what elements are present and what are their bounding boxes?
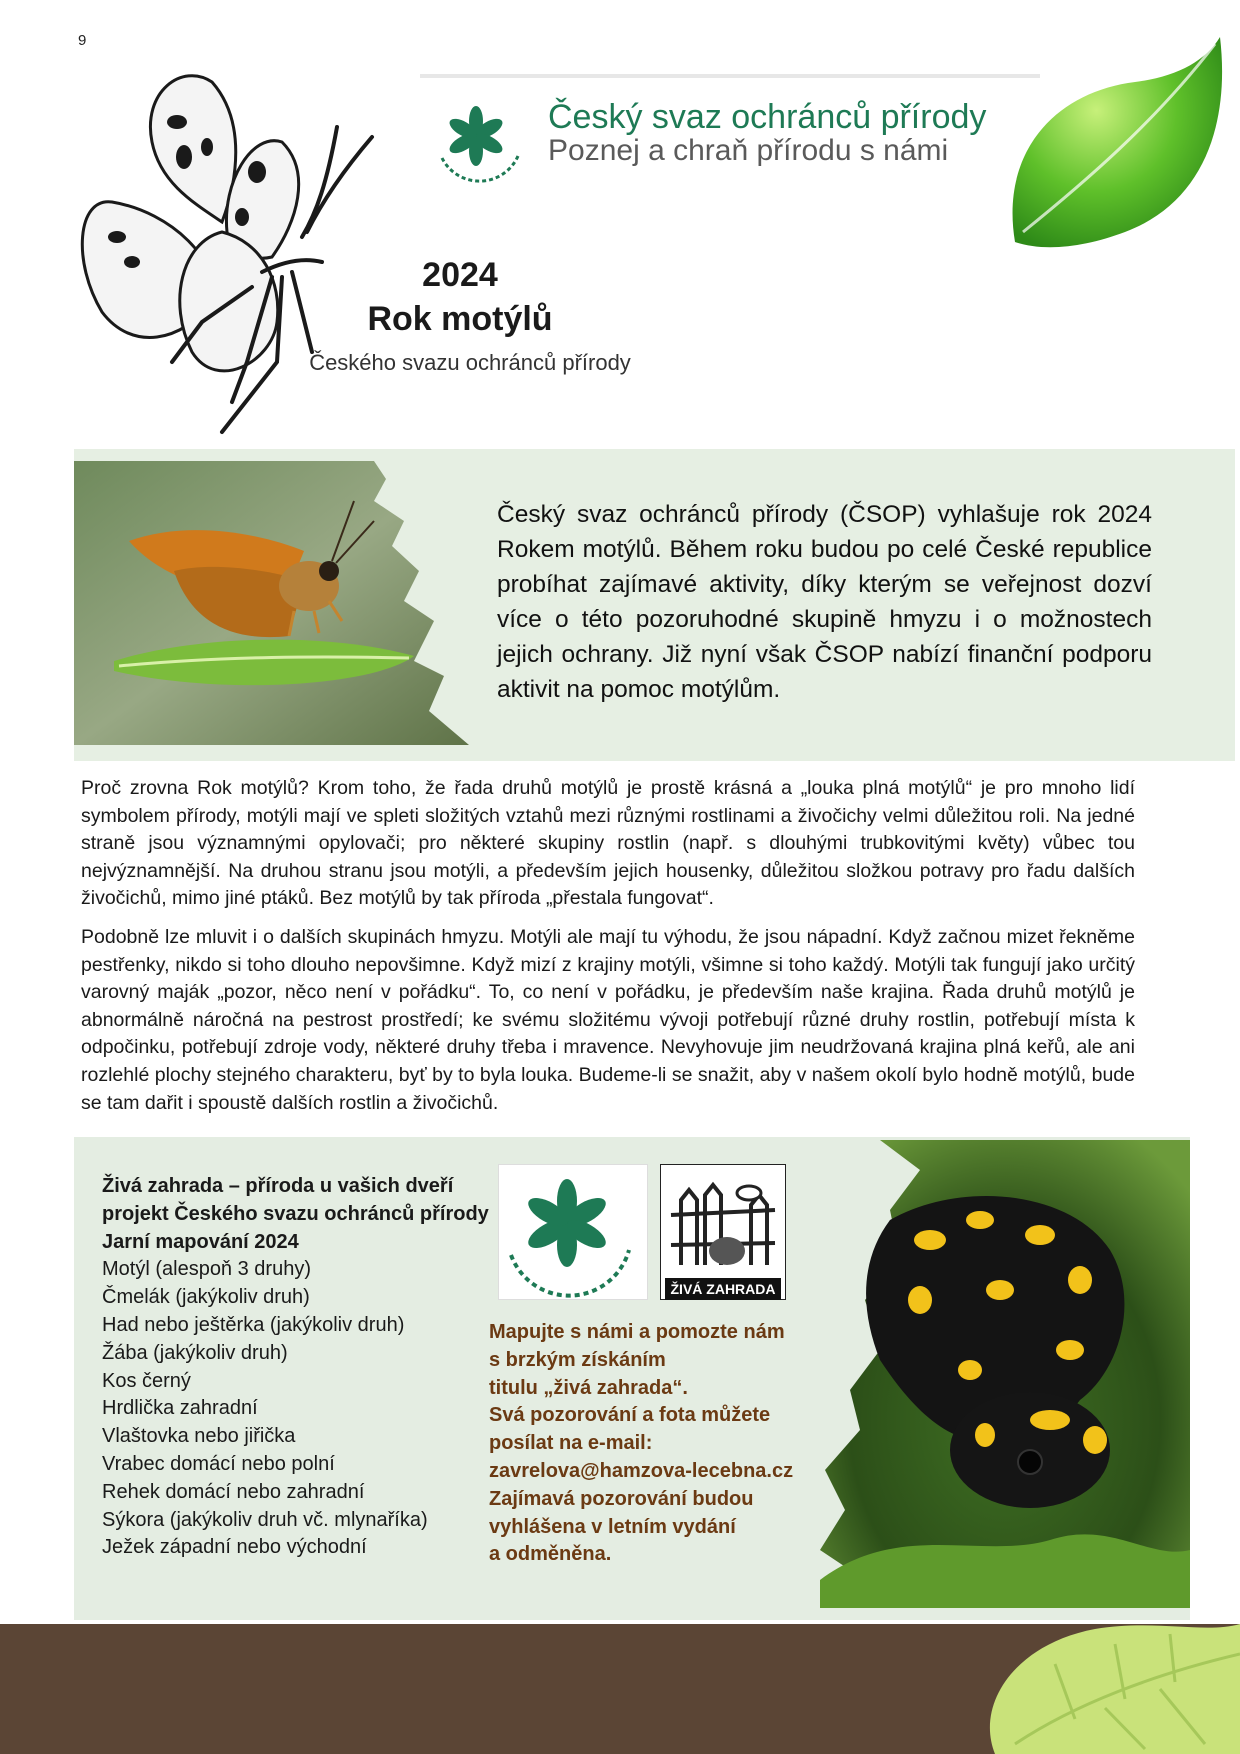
garden-mapping-list [102,1173,502,1562]
csop-logo [432,96,528,192]
body-paragraph-1: Proč zrovna Rok motýlů? Krom toho, že řada druhů motýlů je prostě krásná a „louka plná motýlů“ je pro mnoho lidí symbolem přírody, motýli mají ve spleti složitých vztahů mezi různými rostlinami a živočichy velmi důležitou roli. Na jedné straně jsou významnými opylovači; pro některé skupiny rostlin (např. s dlouhými trubkovitými květy) vůbec tou nejvýznamnější. Na druhou stranu jsou motýli, a především jejich housenky, důležitou složkou potravy pro řadu dalších živočichů, mimo jiné ptáků. Bez motýlů by tak příroda „přestala fungovat“. [81,777,1135,910]
list-item: Hrdlička zahradní [102,1397,258,1420]
list-item: Čmelák (jakýkoliv druh) [102,1286,310,1309]
csop-logo-large [498,1164,648,1300]
list-item: Ježek západní nebo východní [102,1536,367,1559]
skipper-butterfly-photo [74,461,469,745]
list-item: Žába (jakýkoliv druh) [102,1341,288,1364]
garden-heading-1: Živá zahrada – příroda u vašich dveří [102,1175,454,1197]
year: 2024 [422,256,498,294]
ziva-zahrada-label: ŽIVÁ ZAHRADA [665,1278,781,1300]
garden-contact [489,1319,829,1569]
garden-heading-2: projekt Českého svazu ochránců přírody [102,1202,489,1225]
garden-heading-3: Jarní mapování 2024 [102,1230,299,1253]
contact-line: posílat na e-mail: [489,1432,653,1455]
contact-line: Mapujte s námi a pomozte nám [489,1321,785,1343]
page-subtitle: Českého svazu ochránců přírody [309,350,631,375]
list-item: Had nebo ještěrka (jakýkoliv druh) [102,1313,405,1336]
leaf-icon [1005,32,1227,258]
contact-email[interactable]: zavrelova@hamzova-lecebna.cz [489,1459,794,1482]
contact-line: s brzkým získáním [489,1348,666,1371]
fire-salamander-photo [820,1140,1190,1608]
list-item: Vlaštovka nebo jiřička [102,1425,296,1448]
org-slogan: Poznej a chraň přírodu s námi [548,134,949,167]
org-title: Český svaz ochránců přírody [548,98,987,136]
contact-line: vyhlášena v letním vydání [489,1515,736,1538]
list-item: Kos černý [102,1369,191,1392]
contact-line: a odměněna. [489,1543,612,1566]
page-number: 9 [78,32,87,49]
fence-bird-icon [661,1165,785,1273]
contact-line: titulu „živá zahrada“. [489,1376,688,1399]
header-divider [420,74,1040,78]
footer-leaf-icon [955,1624,1240,1754]
list-item: Motýl (alespoň 3 druhy) [102,1258,311,1281]
intro-text: Český svaz ochránců přírody (ČSOP) vyhlašuje rok 2024 Rokem motýlů. Během roku budou po celé České republice probíhat zajímavé aktivity, díky kterým se veřejnost dozví více o této pozoruhodné skupině hmyzu i o možnostech jejich ochrany. Již nyní však ČSOP nabízí finanční podporu aktivit na pomoc motýlům. [497,501,1152,703]
butterfly-illustration [72,62,402,442]
page-title: Rok motýlů [367,300,553,338]
contact-line: Zajímavá pozorování budou [489,1487,754,1510]
list-item: Vrabec domácí nebo polní [102,1452,335,1475]
list-item: Sýkora (jakýkoliv druh vč. mlynaříka) [102,1508,428,1531]
list-item: Rehek domácí nebo zahradní [102,1480,365,1503]
body-paragraph-2: Podobně lze mluvit i o dalších skupinách hmyzu. Motýli ale mají tu výhodu, že jsou nápadní. Když začnou mizet řekněme pestřenky, nikdo si toho dlouho nepovšimne. Když mizí z krajiny motýli, všimne si toho každý. Motýli tak fungují jako určitý varovný maják „pozor, něco není v pořádku“. To, co není v pořádku, je především naše krajina. Řada druhů motýlů je abnormálně náročná na pestrost prostředí; ke svému složitému vývoji potřebují různé druhy rostlin, potřebují místa k odpočinku, potřebují zdroje vody, některé druhy třeba i mravence. Nevyhovuje jim neudržovaná krajina plná keřů, ale ani rozlehlé plochy stejného charakteru, byť by to byla louka. Budeme-li se snažit, aby v našem okolí bylo hodně motýlů, bude se tam dařit i spoustě dalších rostlin a živočichů. [81,926,1135,1114]
contact-line: Svá pozorování a fota můžete [489,1404,771,1427]
ziva-zahrada-logo [660,1164,786,1300]
